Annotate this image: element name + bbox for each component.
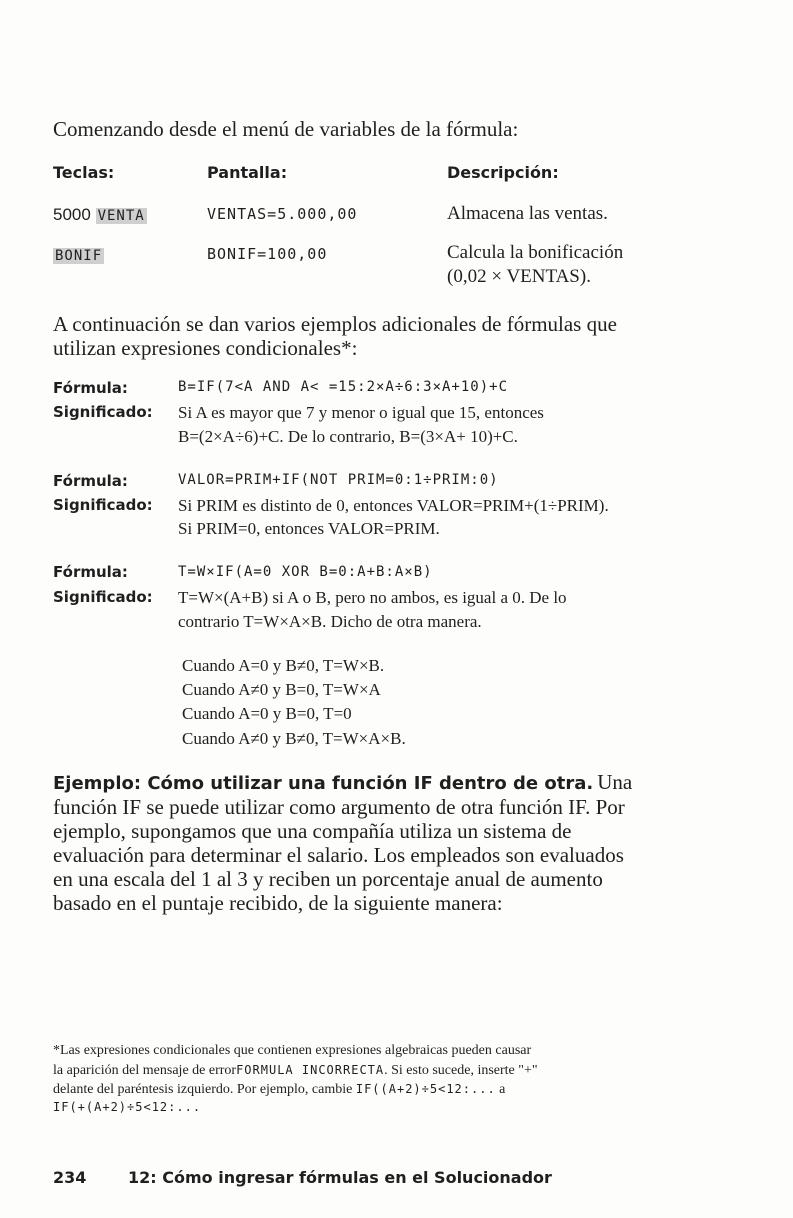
footnote-line bbox=[53, 1080, 505, 1099]
paragraph-line: función IF se puede utilizar como argumento de otra función IF. Por bbox=[53, 795, 625, 819]
footnote-code: FORMULA INCORRECTA bbox=[236, 1063, 385, 1077]
venta-softkey: VENTA bbox=[97, 208, 145, 224]
description: (0,02 × VENTAS). bbox=[447, 266, 591, 287]
bonif-softkey: BONIF bbox=[55, 248, 103, 264]
formula-label: Fórmula: bbox=[53, 563, 128, 581]
formula-label: Fórmula: bbox=[53, 379, 128, 397]
formula: B=IF(7<A AND A< =15:2×A÷6:3×A+10)+C bbox=[178, 379, 509, 395]
header-description: Descripción: bbox=[447, 163, 559, 182]
example-heading: Ejemplo: Cómo utilizar una función IF dentro de otra. bbox=[53, 773, 594, 794]
meaning-line: contrario T=W×A×B. Dicho de otra manera. bbox=[178, 612, 482, 631]
header-keys: Teclas: bbox=[53, 163, 115, 182]
paragraph-line: Una bbox=[597, 770, 633, 794]
paragraph-line: evaluación para determinar el salario. Los empleados son evaluados bbox=[53, 843, 624, 867]
case-line: Cuando A≠0 y B=0, T=W×A bbox=[182, 680, 381, 699]
meaning-line: Si A es mayor que 7 y menor o igual que 15, entonces bbox=[178, 403, 544, 422]
screen-value: BONIF=100,00 bbox=[207, 245, 328, 263]
paragraph-line: utilizan expresiones condicionales*: bbox=[53, 336, 358, 360]
formula: T=W×IF(A=0 XOR B=0:A+B:A×B) bbox=[178, 564, 433, 580]
meaning-label: Significado: bbox=[53, 496, 153, 514]
paragraph-line: en una escala del 1 al 3 y reciben un porcentaje anual de aumento bbox=[53, 867, 603, 891]
footnote-line: *Las expresiones condicionales que contienen expresiones algebraicas pueden causar bbox=[53, 1043, 532, 1058]
key-prefix: 5000 bbox=[53, 205, 91, 224]
table-row bbox=[53, 205, 147, 225]
table-row bbox=[53, 245, 104, 265]
page-number: 234 bbox=[53, 1168, 87, 1187]
footnote-text: . Si esto sucede, inserte "+" bbox=[384, 1063, 538, 1078]
formula-label: Fórmula: bbox=[53, 472, 128, 490]
description: Almacena las ventas. bbox=[447, 203, 608, 224]
paragraph-line: basado en el puntaje recibido, de la siguiente manera: bbox=[53, 891, 503, 915]
formula: VALOR=PRIM+IF(NOT PRIM=0:1÷PRIM:0) bbox=[178, 472, 499, 488]
case-line: Cuando A=0 y B≠0, T=W×B. bbox=[182, 656, 385, 675]
meaning-line: Si PRIM=0, entonces VALOR=PRIM. bbox=[178, 519, 440, 538]
example-heading-line bbox=[53, 770, 632, 794]
intro-text: Comenzando desde el menú de variables de la fórmula: bbox=[53, 117, 519, 141]
case-line: Cuando A=0 y B=0, T=0 bbox=[182, 704, 352, 723]
chapter-title: 12: Cómo ingresar fórmulas en el Solucionador bbox=[128, 1168, 552, 1187]
paragraph-line: ejemplo, supongamos que una compañía utiliza un sistema de bbox=[53, 819, 572, 843]
footnote-text: la aparición del mensaje de error bbox=[53, 1063, 237, 1078]
case-line: Cuando A≠0 y B≠0, T=W×A×B. bbox=[182, 729, 406, 748]
header-screen: Pantalla: bbox=[207, 163, 288, 182]
meaning-line: Si PRIM es distinto de 0, entonces VALOR=PRIM+(1÷PRIM). bbox=[178, 496, 609, 515]
footnote-code: IF(+(A+2)÷5<12:... bbox=[53, 1100, 202, 1114]
meaning-line: B=(2×A÷6)+C. De lo contrario, B=(3×A+ 10)+C. bbox=[178, 427, 518, 446]
meaning-line: T=W×(A+B) si A o B, pero no ambos, es igual a 0. De lo bbox=[178, 588, 567, 607]
footnote-text: delante del paréntesis izquierdo. Por ejemplo, cambie bbox=[53, 1082, 353, 1097]
footnote-line bbox=[53, 1061, 538, 1080]
paragraph-line: A continuación se dan varios ejemplos adicionales de fórmulas que bbox=[53, 312, 617, 336]
meaning-label: Significado: bbox=[53, 588, 153, 606]
screen-value: VENTAS=5.000,00 bbox=[207, 205, 358, 223]
meaning-label: Significado: bbox=[53, 403, 153, 421]
description: Calcula la bonificación bbox=[447, 242, 624, 263]
footnote-code: IF((A+2)÷5<12:... bbox=[355, 1082, 496, 1096]
footnote-text: a bbox=[499, 1082, 506, 1097]
